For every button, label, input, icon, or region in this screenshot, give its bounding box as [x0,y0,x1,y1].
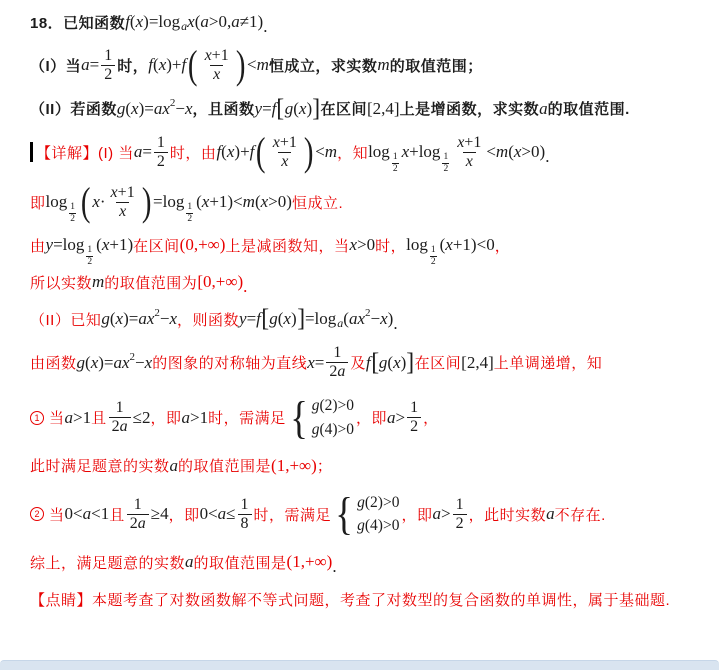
text-run: 时，需满足 [253,506,332,524]
math-run: . [545,147,550,167]
math-run: x· [92,192,106,212]
text-run: ， [423,410,439,427]
math-run: (1,+∞) [286,552,333,572]
math-run: (1,+∞) [271,455,317,475]
math-run: −x [175,98,193,118]
math-run: g(x)=ax [116,98,170,118]
superscript: 2 [129,350,136,363]
fraction [101,47,115,84]
log-expression [45,191,79,224]
log-expression [158,12,187,32]
log-base-denominator: 2 [430,256,436,267]
solution-case-2 [30,488,715,539]
math-run: y=f [239,309,261,329]
fraction-numerator: 1 [104,47,113,64]
fraction [108,184,138,221]
math-run: a> [432,504,451,523]
fraction-denominator: x [278,152,291,171]
log-text: log [62,235,85,255]
fraction-numerator: x+1 [457,133,482,151]
fraction [202,47,232,84]
log-text: log [45,192,68,212]
math-run: (x+1)<0 [439,235,495,255]
log-base-numerator: 1 [443,151,449,162]
cases-row: g(2)>0 [311,397,355,415]
text-run: 的取值范围. [547,101,630,119]
math-run: −x [159,309,178,329]
text-run: ，即 [401,506,433,524]
text-run: 此时满足题意的实数 [30,458,170,476]
cases-group: { g(2)>0 g(4)>0 [289,391,355,443]
math-run: m [377,55,390,75]
math-run: f(x)+f [148,55,187,75]
text-run: （II）已知 [30,311,102,329]
math-run: x(a>0,a≠1) [187,12,264,31]
text-run: ，知 [337,144,369,162]
math-run: y=f [254,98,277,118]
cases-rows [312,394,354,441]
fraction [326,344,348,381]
math-run: x>0 [349,235,376,255]
log-expression [368,141,401,174]
fraction-numerator: 1 [333,344,342,362]
math-run: <m(x>0) [486,142,546,162]
text-run: 所以实数 [30,274,93,292]
text-run: ，此时实数 [468,506,547,524]
fraction-numerator: 1 [156,133,165,151]
fraction-numerator: x+1 [272,133,297,151]
text-run: 由 [30,237,46,255]
math-run: f [365,352,371,372]
solution-remark [30,587,715,611]
math-run: . [263,17,268,36]
fraction-numerator: 1 [133,495,142,513]
log-text: log [368,142,390,162]
log-base-denominator: 2 [187,213,193,224]
math-run: (x+1) [96,235,134,255]
text-run: ； [316,458,333,476]
math-run: . [393,314,398,334]
cases-row: g(4)>0 [311,420,355,438]
text-run: ，则函数 [177,311,240,329]
log-base-denominator: 2 [87,256,93,267]
text-run: ，即 [356,410,388,427]
text-run: 的取值范围为 [104,274,198,292]
math-run: a [185,552,194,572]
log-base-fraction [186,202,193,225]
math-run: . [332,557,337,577]
log-expression [418,141,452,174]
cases-group: { g(2)>0 g(4)>0 [335,488,400,539]
log-base-fraction [430,245,437,268]
text-run: 上单调递增，知 [493,355,603,373]
log-base-letter: a [337,315,344,330]
fraction-denominator: 2 [154,152,168,171]
math-run: <m [247,55,269,75]
fraction [154,134,168,171]
math-run: (x+1)<m(x>0) [196,192,292,212]
text-run: 由函数 [30,355,77,373]
math-run: <m [315,142,338,162]
log-base-numerator: 1 [392,151,398,162]
log-base-numerator: 1 [70,201,75,212]
text-run: 即 [30,194,46,212]
superscript: 2 [365,307,371,320]
math-run: x= [307,352,325,372]
text-run: 及 [350,355,366,373]
solution-line-3 [30,233,715,267]
log-text: log [158,12,181,31]
math-run: g(x) [284,98,313,118]
text-run: 的取值范围是 [178,458,272,476]
math-run: [2,4] [366,98,400,118]
math-run: (ax [343,309,365,329]
fraction-numerator: x+1 [204,47,229,64]
log-expression [406,234,439,267]
text-run: （II）若函数 [30,101,117,119]
math-run: a [539,98,548,118]
circled-number: 2 [30,507,44,521]
math-run: 0<a<1 [64,504,110,523]
solution-line-1: 【详解】(I) 当 a= $\frac{1}{2}$ 时，由 f(x)+f ( $\frac{x+1}{x}$ ) <m ，知 log $\frac{1}{2}$ x+ log $\frac{1}{2}$ $\frac{x+1}{x}$ <m(x>0) . [30,134,715,171]
math-run: a= [133,142,152,162]
fraction [407,399,421,436]
fraction-denominator: 2 [101,65,115,84]
text-run: 上是减函数知，当 [225,237,350,255]
math-run: a>1 [181,407,209,427]
text-run: 的图象的对称轴为直线 [152,355,308,373]
text-run: 且 [109,506,125,524]
superscript: 2 [169,96,176,109]
text-run: 在区间 [133,237,180,255]
text-run: ，且函数 [192,101,255,119]
log-text: log [162,192,185,212]
sub-question-2: （II）若函数 g(x)=ax 2 −x ，且函数 y=f [ g(x) ] 在区间 [2,4] 上是增函数，求实数 a 的取值范围. [30,94,630,122]
math-run: g(x) [269,309,297,329]
log-text: log [418,142,441,162]
log-base-fraction [392,152,399,175]
log-base-fraction [86,245,93,268]
fraction-numerator: 1 [115,399,124,417]
log-text: log [406,235,428,255]
text-run: 恒成立. [291,194,344,212]
math-run: y= [45,235,63,255]
math-run: g(x)=ax [101,309,155,329]
math-run: ≥4 [150,504,169,523]
text-run: 综上，满足题意的实数 [30,554,186,572]
fraction-denominator: x [116,202,129,221]
text-run: 时， [117,57,149,75]
solution-line-2: 即 log $\frac{1}{2}$ ( x· $\frac{x+1}{x}$ ) = log $\frac{1}{2}$ (x+1)<m(x>0) 恒成立. [30,179,344,225]
log-expression [162,191,196,224]
log-base-denominator: 2 [443,163,449,174]
math-run: a [546,504,555,523]
solution-case-1 [30,391,715,443]
text-run: （I）当 [30,57,82,75]
solution-conclusion [30,550,715,577]
text-run: 不存在. [554,506,606,524]
bottom-window-edge [0,660,719,670]
math-run: = [153,192,163,212]
log-base-denominator: 2 [70,213,75,224]
fraction [127,496,149,533]
fraction-denominator: 2a [127,514,149,533]
fraction-numerator: 1 [410,399,419,417]
log-expression [62,234,96,267]
math-run: f(x)= [125,12,159,31]
log-base-letter: a [181,18,188,33]
math-run: a= [81,55,100,75]
superscript: 2 [154,307,160,320]
log-base-numerator: 1 [187,201,193,212]
fraction-numerator: x+1 [110,183,135,201]
cases-rows [357,491,399,538]
solution-case-1-result [30,454,715,478]
fraction-denominator: 8 [238,514,252,533]
text-run: ， [494,237,511,255]
math-run: a>1 [64,407,92,427]
math-run: . [243,277,248,297]
math-run: m [92,272,105,292]
log-text: log [314,309,337,329]
math-run: = [304,309,315,329]
math-run: [0,+∞) [197,272,244,292]
math-run: [2,4] [461,352,494,372]
math-run: 0<a≤ [199,504,236,523]
text-run: 上是增函数，求实数 [399,101,540,119]
math-run: (0,+∞) [179,235,226,255]
fraction-denominator: x [463,152,476,171]
math-run: a> [387,407,406,427]
solution-line-4 [30,270,715,297]
text-run: 【点睛】本题考查了对数函数解不等式问题，考查了对数型的复合函数的单调性，属于基础题. [30,591,671,609]
fraction [109,399,131,436]
fraction-denominator: 2a [326,362,348,381]
math-run: g(x) [378,352,407,372]
solution-line-5: （II）已知 g(x)=ax 2 −x ，则函数 y=f [ g(x) ] = log a (ax 2 −x) . [30,305,398,334]
math-run: −x [135,352,153,372]
log-base-denominator: 2 [392,163,398,174]
fraction-denominator: x [210,65,223,84]
text-run: ，即 [150,410,182,427]
math-run: f(x)+f [216,142,255,162]
log-base-numerator: 1 [430,245,436,256]
text-run: 的取值范围； [389,57,483,75]
fraction [454,134,484,171]
fraction [453,496,467,533]
fraction-numerator: 1 [240,495,249,513]
text-run: 时， [375,237,407,255]
fraction-numerator: 1 [455,495,464,513]
math-run: ≤2 [132,407,151,427]
circled-number: 1 [30,411,44,425]
text-run: 当 [49,410,65,427]
text-cursor [30,142,33,162]
text-run: 的取值范围是 [193,554,287,572]
text-run: ，即 [168,506,200,524]
text-run: 当 [49,506,65,524]
problem-statement [30,10,715,34]
fraction-denominator: 2 [407,417,421,436]
cases-row: g(2)>0 [357,493,400,511]
math-run: g(x)=ax [76,352,130,372]
fraction [270,134,300,171]
fraction-denominator: 2a [109,417,131,436]
math-run: x+ [401,142,419,162]
log-expression [315,309,344,329]
log-base-fraction [69,202,76,225]
text-run: 时，需满足 [208,410,286,427]
fraction [238,496,252,533]
log-base-numerator: 1 [87,245,93,256]
log-base-fraction [442,152,449,175]
solution-line-6: 由函数 g(x)=ax 2 −x 的图象的对称轴为直线 x= $\frac{1}{2a}$ 及 f [ g(x) ] 在区间 [2,4] 上单调递增，知 [30,344,603,381]
text-run: 在区间 [320,101,367,119]
text-run: 在区间 [414,355,462,373]
math-run: −x) [370,309,394,329]
sub-question-1: （I）当 a= $\frac{1}{2}$ 时， f(x)+f ( $\frac{x+1}{x}$ ) <m 恒成立，求实数 m 的取值范围； [30,42,483,88]
text-run: 且 [91,410,107,427]
text-run: 时，由 [169,144,217,162]
text-run: 【详解】(I) 当 [36,144,134,162]
text-run: 18．已知函数 [30,14,126,32]
fraction-denominator: 2 [453,514,467,533]
text-run: 恒成立，求实数 [268,57,378,75]
math-run: a [169,455,179,475]
cases-row: g(4)>0 [357,517,400,534]
